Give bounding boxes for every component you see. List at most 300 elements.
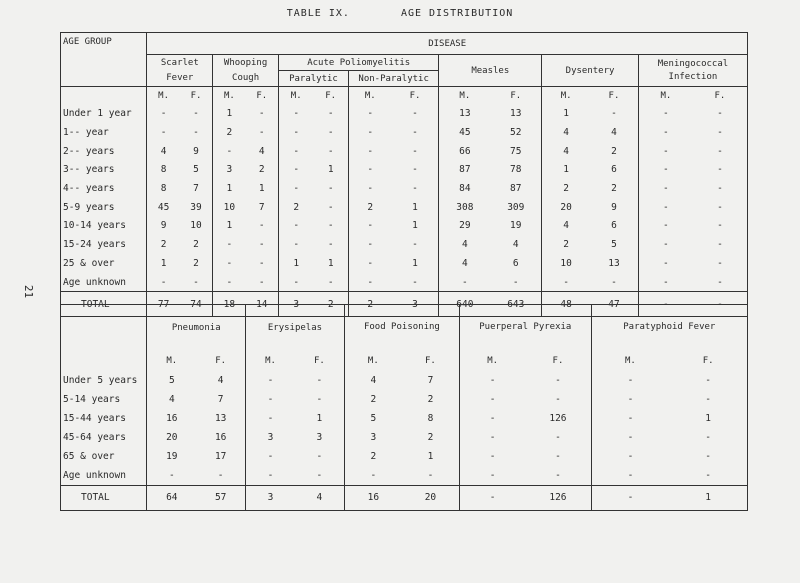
cell-value: 2 [160, 239, 167, 251]
cell-value: 4 [563, 145, 570, 157]
cell-value: 13 [590, 254, 638, 273]
cell-value: - [267, 374, 274, 386]
cell-value: - [313, 142, 348, 161]
col-m: M. [487, 355, 499, 366]
cell-value: 19 [490, 217, 541, 236]
col-f: F. [246, 87, 279, 105]
col-f: F. [392, 87, 439, 105]
cell-value: - [293, 127, 300, 139]
cell-value: - [246, 217, 279, 236]
table-number: TABLE IX. [286, 8, 350, 19]
cell-value: 7 [196, 390, 245, 409]
col-m: M. [166, 355, 178, 366]
cell-value: 16 [166, 412, 178, 424]
cell-value: - [392, 179, 439, 198]
age-group-header: AGE GROUP [61, 33, 147, 87]
cell-value: 126 [525, 485, 591, 510]
cell-value: 10 [180, 217, 213, 236]
cell-value: - [627, 469, 634, 481]
disease-header: DISEASE [147, 33, 748, 55]
cell-value: 2 [590, 179, 638, 198]
cell-value: 3 [293, 298, 300, 310]
cell-value: - [367, 257, 374, 269]
cell-value: 4 [590, 123, 638, 142]
cell-value: 4 [563, 127, 570, 139]
cell-value: 78 [490, 161, 541, 180]
cell-value: - [663, 108, 669, 120]
cell-value: 1 [705, 492, 711, 503]
cell-value: - [295, 371, 344, 390]
cell-value: - [627, 431, 634, 443]
row-label: 15-24 years [61, 235, 147, 254]
cell-value: 66 [459, 145, 471, 157]
table-row [61, 390, 748, 409]
cell-value: - [313, 273, 348, 292]
col-m: M. [660, 90, 672, 101]
table-row [61, 217, 748, 236]
cell-value: 3 [295, 428, 344, 447]
cell-value: 2 [226, 127, 233, 139]
erysipelas-header: Erysipelas [246, 305, 345, 351]
cell-value: - [160, 108, 167, 120]
cell-value: 640 [456, 298, 474, 310]
cell-value: 1 [313, 161, 348, 180]
cell-value: - [367, 164, 374, 176]
cell-value: 7 [402, 371, 460, 390]
cell-value: - [717, 239, 723, 251]
cell-value: - [267, 469, 274, 481]
cell-value: - [246, 105, 279, 124]
cell-value: 87 [459, 164, 471, 176]
table-row [61, 428, 748, 447]
cell-value: - [313, 179, 348, 198]
cell-value: 64 [166, 492, 178, 503]
cell-value: - [367, 145, 374, 157]
cell-value: 4 [370, 374, 377, 386]
cell-value: 18 [223, 298, 236, 310]
cell-value: - [489, 374, 496, 386]
table-row [61, 123, 748, 142]
cell-value: 4 [246, 142, 279, 161]
cell-value: - [717, 183, 723, 195]
cell-value: - [196, 466, 245, 486]
cell-value: - [226, 276, 233, 288]
cell-value: - [663, 220, 669, 232]
cell-value: - [489, 393, 496, 405]
cell-value: 3 [392, 292, 439, 317]
cell-value: - [246, 123, 279, 142]
cell-value: - [392, 123, 439, 142]
cell-value: 4 [168, 393, 175, 405]
cell-value: - [295, 447, 344, 466]
cell-value: - [313, 198, 348, 217]
cell-value: 308 [456, 201, 474, 213]
cell-value: - [367, 276, 374, 288]
cell-value: - [392, 142, 439, 161]
cell-value: - [367, 239, 374, 251]
row-label: 5-14 years [61, 390, 147, 409]
cell-value: - [367, 183, 374, 195]
cell-value: 9 [590, 198, 638, 217]
row-label: 25 & over [61, 254, 147, 273]
cell-value: 1 [392, 217, 439, 236]
col-f: F. [702, 355, 714, 366]
total-row [61, 485, 748, 510]
cell-value: - [489, 431, 496, 443]
total-label: TOTAL [61, 485, 147, 510]
table-row [61, 235, 748, 254]
cell-value: 16 [367, 492, 380, 503]
cell-value: - [590, 105, 638, 124]
cell-value: 1 [563, 108, 570, 120]
cell-value: - [590, 273, 638, 292]
col-f: F. [402, 351, 460, 371]
col-f: F. [180, 87, 213, 105]
cell-value: - [180, 105, 213, 124]
cell-value: - [490, 273, 541, 292]
cell-value: - [663, 298, 669, 310]
cell-value: 4 [490, 235, 541, 254]
cell-value: - [367, 220, 374, 232]
cell-value: 2 [402, 390, 460, 409]
cell-value: - [313, 105, 348, 124]
cell-value: - [489, 450, 496, 462]
row-label: 65 & over [61, 447, 147, 466]
cell-value: - [246, 273, 279, 292]
cell-value: 1 [226, 220, 233, 232]
cell-value: - [267, 450, 274, 462]
cell-value: - [295, 466, 344, 486]
cell-value: - [392, 273, 439, 292]
cell-value: 1 [160, 257, 167, 269]
cell-value: 4 [461, 257, 468, 269]
cell-value: 6 [590, 161, 638, 180]
cell-value: - [489, 469, 496, 481]
cell-value: 3 [267, 492, 274, 503]
cell-value: - [267, 393, 274, 405]
cell-value: - [663, 239, 669, 251]
cell-value: - [663, 276, 669, 288]
cell-value: 19 [166, 450, 178, 462]
cell-value: - [705, 374, 711, 386]
cell-value: 4 [196, 371, 245, 390]
cell-value: 29 [459, 220, 471, 232]
cell-value: 84 [459, 183, 471, 195]
cell-value: 57 [196, 485, 245, 510]
cell-value: - [293, 183, 300, 195]
cell-value: - [705, 431, 711, 443]
cell-value: 5 [370, 412, 377, 424]
table-row [61, 161, 748, 180]
table-row [61, 371, 748, 390]
cell-value: - [705, 469, 711, 481]
col-m: M. [625, 355, 636, 366]
cell-value: 5 [590, 235, 638, 254]
table-row [61, 254, 748, 273]
cell-value: 1 [295, 409, 344, 428]
whooping-cough-header: Whooping Cough [213, 55, 279, 87]
cell-value: - [370, 469, 377, 481]
row-label: Under 1 year [61, 105, 147, 124]
cell-value: - [627, 374, 634, 386]
cell-value: - [392, 105, 439, 124]
cell-value: 1 [402, 447, 460, 466]
col-f: F. [590, 87, 638, 105]
cell-value: 2 [402, 428, 460, 447]
row-label: 4-- years [61, 179, 147, 198]
t2-header-blank [61, 305, 147, 351]
cell-value: - [293, 145, 300, 157]
cell-value: - [392, 161, 439, 180]
cell-value: 47 [590, 292, 638, 317]
cell-value: 2 [370, 450, 377, 462]
cell-value: - [705, 450, 711, 462]
cell-value: 16 [196, 428, 245, 447]
row-label: 15-44 years [61, 409, 147, 428]
table-row [61, 105, 748, 124]
cell-value: 17 [196, 447, 245, 466]
cell-value: - [293, 164, 300, 176]
cell-value: 4 [160, 145, 167, 157]
cell-value: 643 [490, 292, 541, 317]
cell-value: 2 [370, 393, 377, 405]
cell-value: 3 [226, 164, 233, 176]
col-f: F. [525, 351, 591, 371]
table-row [61, 447, 748, 466]
cell-value: 9 [160, 220, 167, 232]
cell-value: 10 [223, 201, 236, 213]
cell-value: - [563, 276, 570, 288]
table-row [61, 409, 748, 428]
cell-value: 13 [490, 105, 541, 124]
cell-value: 10 [560, 257, 572, 269]
cell-value: - [313, 217, 348, 236]
col-f: F. [295, 351, 344, 371]
cell-value: - [717, 164, 723, 176]
pneumonia-header: Pneumonia [147, 305, 246, 351]
cell-value: - [313, 123, 348, 142]
cell-value: - [180, 123, 213, 142]
meningococcal-header: Meningococcal Infection [657, 58, 729, 82]
cell-value: 9 [180, 142, 213, 161]
page-number: 21 [22, 284, 36, 299]
col-m: M. [459, 90, 471, 101]
cell-value: 4 [295, 485, 344, 510]
cell-value: - [663, 257, 669, 269]
col-m: M. [158, 90, 169, 101]
cell-value: 48 [560, 298, 572, 310]
cell-value: 4 [563, 220, 570, 232]
cell-value: 5 [168, 374, 175, 386]
cell-value: - [705, 393, 711, 405]
cell-value: - [717, 108, 723, 120]
cell-value: 1 [392, 198, 439, 217]
cell-value: - [663, 127, 669, 139]
col-m: M. [265, 355, 276, 366]
puerperal-pyrexia-header: Puerperal Pyrexia [459, 305, 591, 351]
cell-value: - [663, 164, 669, 176]
table-row [61, 273, 748, 292]
row-label: 45-64 years [61, 428, 147, 447]
acute-polio-header: Acute Poliomyelitis [279, 55, 439, 71]
cell-value: 20 [560, 201, 572, 213]
cell-value: 5 [180, 161, 213, 180]
food-poisoning-header: Food Poisoning [344, 305, 459, 351]
col-m: M. [223, 90, 235, 101]
row-label: Age unknown [61, 273, 147, 292]
cell-value: 1 [226, 108, 233, 120]
cell-value: - [402, 466, 460, 486]
cell-value: 2 [563, 183, 570, 195]
cell-value: 52 [490, 123, 541, 142]
non-paralytic-header: Non-Paralytic [348, 71, 438, 87]
cell-value: 8 [402, 409, 460, 428]
cell-value: - [367, 108, 374, 120]
cell-value: - [293, 276, 300, 288]
cell-value: - [160, 127, 167, 139]
cell-value: - [461, 276, 468, 288]
cell-value: 2 [313, 292, 348, 317]
cell-value: 14 [246, 292, 279, 317]
cell-value: 2 [180, 235, 213, 254]
col-m: M. [290, 90, 302, 101]
cell-value: 1 [246, 179, 279, 198]
table-row [61, 198, 748, 217]
cell-value: 8 [160, 183, 167, 195]
cell-value: - [525, 428, 591, 447]
age-distribution-table-1 [60, 32, 748, 317]
cell-value: 2 [367, 298, 374, 310]
cell-value: 75 [490, 142, 541, 161]
table-row [61, 179, 748, 198]
cell-value: 1 [563, 164, 570, 176]
cell-value: - [663, 201, 669, 213]
row-label: 2-- years [61, 142, 147, 161]
cell-value: 2 [246, 161, 279, 180]
age-distribution-table-2 [60, 304, 748, 511]
scarlet-fever-header: Scarlet Fever [147, 55, 213, 87]
cell-value: 77 [157, 298, 170, 310]
cell-value: - [717, 276, 723, 288]
cell-value: 1 [293, 257, 300, 269]
cell-value: 45 [459, 127, 471, 139]
col-f: F. [196, 351, 245, 371]
table-title [0, 8, 800, 19]
cell-value: - [627, 492, 634, 503]
row-label: 3-- years [61, 161, 147, 180]
cell-value: - [226, 145, 233, 157]
cell-value: 7 [246, 198, 279, 217]
cell-value: - [525, 371, 591, 390]
cell-value: 4 [461, 239, 468, 251]
row-label: Age unknown [61, 466, 147, 486]
row-label: 10-14 years [61, 217, 147, 236]
cell-value: 13 [196, 409, 245, 428]
row-label: Under 5 years [61, 371, 147, 390]
cell-value: - [525, 466, 591, 486]
cell-value: - [367, 127, 374, 139]
mf-blank [61, 87, 147, 105]
cell-value: 3 [370, 431, 377, 443]
cell-value: 1 [392, 254, 439, 273]
cell-value: 13 [459, 108, 471, 120]
cell-value: 1 [226, 183, 233, 195]
cell-value: - [627, 393, 634, 405]
table-row [61, 466, 748, 486]
cell-value: 39 [180, 198, 213, 217]
dysentery-header: Dysentery [542, 55, 639, 87]
cell-value: 2 [563, 239, 570, 251]
cell-value: - [295, 390, 344, 409]
measles-header: Measles [439, 55, 542, 87]
row-label: 5-9 years [61, 198, 147, 217]
col-f: F. [714, 90, 726, 101]
cell-value: - [267, 412, 274, 424]
cell-value: - [293, 239, 300, 251]
cell-value: - [717, 220, 723, 232]
mf-blank [61, 351, 147, 371]
cell-value: 126 [525, 409, 591, 428]
cell-value: - [160, 276, 167, 288]
cell-value: - [717, 145, 723, 157]
col-f: F. [490, 87, 541, 105]
cell-value: 2 [293, 201, 300, 213]
cell-value: 1 [313, 254, 348, 273]
cell-value: 6 [490, 254, 541, 273]
cell-value: - [246, 254, 279, 273]
cell-value: - [627, 412, 634, 424]
cell-value: 2 [367, 201, 374, 213]
cell-value: - [293, 220, 300, 232]
cell-value: - [313, 235, 348, 254]
cell-value: - [525, 390, 591, 409]
cell-value: - [489, 412, 496, 424]
row-label: 1-- year [61, 123, 147, 142]
cell-value: - [717, 298, 723, 310]
table-name: AGE DISTRIBUTION [400, 8, 514, 19]
cell-value: 74 [180, 292, 213, 317]
cell-value: 8 [160, 164, 167, 176]
cell-value: 2 [590, 142, 638, 161]
cell-value: 3 [267, 431, 274, 443]
cell-value: - [246, 235, 279, 254]
cell-value: 20 [402, 485, 460, 510]
cell-value: 2 [180, 254, 213, 273]
cell-value: - [226, 257, 233, 269]
cell-value: - [525, 447, 591, 466]
col-m: M. [364, 90, 376, 101]
col-m: M. [367, 355, 379, 366]
cell-value: 20 [166, 431, 178, 443]
cell-value: - [392, 235, 439, 254]
col-m: M. [560, 90, 572, 101]
paralytic-header: Paralytic [279, 71, 349, 87]
cell-value: 1 [705, 412, 711, 424]
cell-value: 45 [157, 201, 170, 213]
cell-value: - [489, 492, 496, 503]
cell-value: - [180, 273, 213, 292]
paratyphoid-fever-header: Paratyphoid Fever [623, 322, 716, 333]
cell-value: - [627, 450, 634, 462]
cell-value: 87 [490, 179, 541, 198]
cell-value: - [293, 108, 300, 120]
cell-value: 309 [490, 198, 541, 217]
cell-value: - [663, 145, 669, 157]
cell-value: - [226, 239, 233, 251]
cell-value: 6 [590, 217, 638, 236]
cell-value: - [663, 183, 669, 195]
table-row [61, 142, 748, 161]
